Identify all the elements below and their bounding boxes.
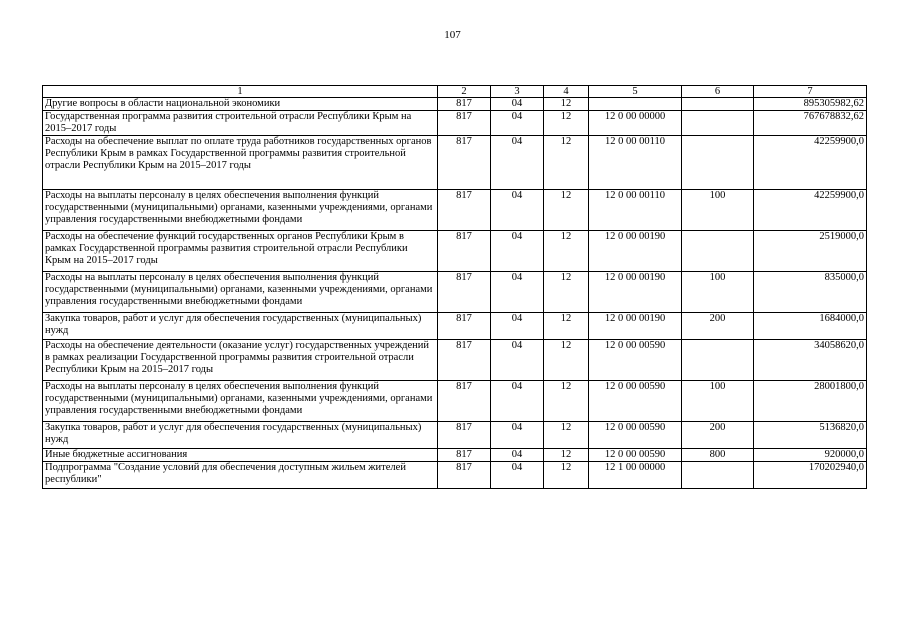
expense-type-cell bbox=[682, 340, 754, 381]
subsection-code-cell: 12 bbox=[544, 381, 589, 422]
table-row bbox=[43, 313, 867, 340]
header-cell: 3 bbox=[491, 86, 544, 98]
subsection-code-cell: 12 bbox=[544, 231, 589, 272]
amount-cell: 42259900,0 bbox=[754, 136, 867, 190]
expense-type-cell bbox=[682, 231, 754, 272]
amount-cell: 895305982,62 bbox=[754, 98, 867, 111]
target-article-cell: 12 0 00 00590 bbox=[589, 340, 682, 381]
amount-cell: 34058620,0 bbox=[754, 340, 867, 381]
header-row bbox=[43, 86, 867, 98]
page-number: 107 bbox=[444, 29, 461, 41]
table-row bbox=[43, 381, 867, 422]
table-row bbox=[43, 111, 867, 136]
expense-type-cell: 200 bbox=[682, 422, 754, 449]
expense-type-cell bbox=[682, 462, 754, 489]
expense-type-cell: 100 bbox=[682, 272, 754, 313]
target-article-cell bbox=[589, 98, 682, 111]
amount-cell: 42259900,0 bbox=[754, 190, 867, 231]
admin-code-cell: 817 bbox=[438, 449, 491, 462]
amount-cell: 767678832,62 bbox=[754, 111, 867, 136]
target-article-cell: 12 0 00 00590 bbox=[589, 422, 682, 449]
row-name-cell: Расходы на обеспечение выплат по оплате труда работников государственных органов Республики Крым в рамках Государственной программы развития строительной отрасли Республики Крым на 2015–2017 годы bbox=[43, 136, 438, 190]
target-article-cell: 12 0 00 00110 bbox=[589, 136, 682, 190]
subsection-code-cell: 12 bbox=[544, 449, 589, 462]
row-name-cell: Закупка товаров, работ и услуг для обеспечения государственных (муниципальных) нужд bbox=[43, 313, 438, 340]
subsection-code-cell: 12 bbox=[544, 136, 589, 190]
subsection-code-cell: 12 bbox=[544, 190, 589, 231]
amount-cell: 5136820,0 bbox=[754, 422, 867, 449]
subsection-code-cell: 12 bbox=[544, 111, 589, 136]
amount-cell: 920000,0 bbox=[754, 449, 867, 462]
header-cell: 1 bbox=[43, 86, 438, 98]
subsection-code-cell: 12 bbox=[544, 98, 589, 111]
section-code-cell: 04 bbox=[491, 98, 544, 111]
header-cell: 5 bbox=[589, 86, 682, 98]
target-article-cell: 12 1 00 00000 bbox=[589, 462, 682, 489]
section-code-cell: 04 bbox=[491, 190, 544, 231]
amount-cell: 28001800,0 bbox=[754, 381, 867, 422]
table-row bbox=[43, 231, 867, 272]
table-row bbox=[43, 136, 867, 190]
amount-cell: 170202940,0 bbox=[754, 462, 867, 489]
header-cell: 7 bbox=[754, 86, 867, 98]
table-row bbox=[43, 190, 867, 231]
expense-type-cell: 200 bbox=[682, 313, 754, 340]
row-name-cell: Расходы на выплаты персоналу в целях обеспечения выполнения функций государственными (муниципальными) органами, казенными учреждениями, органами управления государственными внебюджетными фондами bbox=[43, 272, 438, 313]
admin-code-cell: 817 bbox=[438, 462, 491, 489]
section-code-cell: 04 bbox=[491, 231, 544, 272]
target-article-cell: 12 0 00 00190 bbox=[589, 272, 682, 313]
row-name-cell: Закупка товаров, работ и услуг для обеспечения государственных (муниципальных) нужд bbox=[43, 422, 438, 449]
target-article-cell: 12 0 00 00110 bbox=[589, 190, 682, 231]
row-name-cell: Другие вопросы в области национальной экономики bbox=[43, 98, 438, 111]
admin-code-cell: 817 bbox=[438, 381, 491, 422]
expense-type-cell: 100 bbox=[682, 381, 754, 422]
row-name-cell: Расходы на выплаты персоналу в целях обеспечения выполнения функций государственными (муниципальными) органами, казенными учреждениями, органами управления государственными внебюджетными фондами bbox=[43, 381, 438, 422]
row-name-cell: Расходы на обеспечение функций государственных органов Республики Крым в рамках Государственной программы развития строительной отрасли Республики Крым на 2015–2017 годы bbox=[43, 231, 438, 272]
expense-type-cell bbox=[682, 111, 754, 136]
section-code-cell: 04 bbox=[491, 111, 544, 136]
table-row bbox=[43, 462, 867, 489]
subsection-code-cell: 12 bbox=[544, 272, 589, 313]
table-row bbox=[43, 340, 867, 381]
target-article-cell: 12 0 00 00590 bbox=[589, 381, 682, 422]
target-article-cell: 12 0 00 00190 bbox=[589, 313, 682, 340]
expense-type-cell bbox=[682, 98, 754, 111]
section-code-cell: 04 bbox=[491, 313, 544, 340]
table-row bbox=[43, 98, 867, 111]
section-code-cell: 04 bbox=[491, 422, 544, 449]
expense-type-cell bbox=[682, 136, 754, 190]
amount-cell: 835000,0 bbox=[754, 272, 867, 313]
section-code-cell: 04 bbox=[491, 136, 544, 190]
admin-code-cell: 817 bbox=[438, 231, 491, 272]
row-name-cell: Государственная программа развития строительной отрасли Республики Крым на 2015–2017 годы bbox=[43, 111, 438, 136]
subsection-code-cell: 12 bbox=[544, 422, 589, 449]
admin-code-cell: 817 bbox=[438, 111, 491, 136]
subsection-code-cell: 12 bbox=[544, 313, 589, 340]
admin-code-cell: 817 bbox=[438, 136, 491, 190]
table-row bbox=[43, 272, 867, 313]
table-row bbox=[43, 422, 867, 449]
section-code-cell: 04 bbox=[491, 272, 544, 313]
subsection-code-cell: 12 bbox=[544, 340, 589, 381]
header-cell: 2 bbox=[438, 86, 491, 98]
subsection-code-cell: 12 bbox=[544, 462, 589, 489]
target-article-cell: 12 0 00 00190 bbox=[589, 231, 682, 272]
row-name-cell: Подпрограмма "Создание условий для обеспечения доступным жильем жителей республики" bbox=[43, 462, 438, 489]
amount-cell: 1684000,0 bbox=[754, 313, 867, 340]
admin-code-cell: 817 bbox=[438, 340, 491, 381]
admin-code-cell: 817 bbox=[438, 190, 491, 231]
section-code-cell: 04 bbox=[491, 449, 544, 462]
admin-code-cell: 817 bbox=[438, 313, 491, 340]
section-code-cell: 04 bbox=[491, 340, 544, 381]
table-body bbox=[43, 98, 867, 489]
section-code-cell: 04 bbox=[491, 462, 544, 489]
budget-table bbox=[42, 85, 867, 489]
amount-cell: 2519000,0 bbox=[754, 231, 867, 272]
admin-code-cell: 817 bbox=[438, 422, 491, 449]
row-name-cell: Расходы на выплаты персоналу в целях обеспечения выполнения функций государственными (муниципальными) органами, казенными учреждениями, органами управления государственными внебюджетными фондами bbox=[43, 190, 438, 231]
admin-code-cell: 817 bbox=[438, 98, 491, 111]
row-name-cell: Расходы на обеспечение деятельности (оказание услуг) государственных учреждений в рамках реализации Государственной программы развития строительной отрасли Республики Крым на 2015–2017 годы bbox=[43, 340, 438, 381]
section-code-cell: 04 bbox=[491, 381, 544, 422]
header-cell: 4 bbox=[544, 86, 589, 98]
admin-code-cell: 817 bbox=[438, 272, 491, 313]
target-article-cell: 12 0 00 00000 bbox=[589, 111, 682, 136]
row-name-cell: Иные бюджетные ассигнования bbox=[43, 449, 438, 462]
expense-type-cell: 100 bbox=[682, 190, 754, 231]
header-cell: 6 bbox=[682, 86, 754, 98]
table-row bbox=[43, 449, 867, 462]
target-article-cell: 12 0 00 00590 bbox=[589, 449, 682, 462]
expense-type-cell: 800 bbox=[682, 449, 754, 462]
